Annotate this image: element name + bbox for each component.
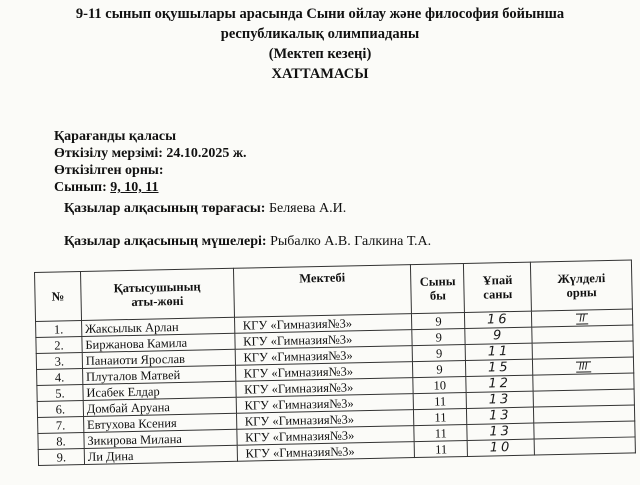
col-header-name (80, 268, 234, 320)
row-score: 16 (465, 311, 532, 328)
jury-members-label: Қазылар алқасының мүшелері: (64, 234, 267, 249)
jury-chair-value: Беляева А.И. (268, 201, 347, 216)
row-score: 11 (465, 343, 532, 360)
venue-line: Өткізілген орны: (54, 163, 164, 178)
row-name: Жаксылык Арлан (81, 317, 234, 336)
grade-value: 9, 10, 11 (110, 180, 159, 195)
jury-chair-label: Қазылар алқасының төрағасы: (64, 201, 266, 216)
place-mark: III (576, 361, 591, 372)
row-grade: 11 (414, 424, 467, 441)
event-info (54, 128, 247, 196)
row-score: 13 (467, 407, 534, 424)
col-header-grade-line1: Сыны (419, 274, 456, 289)
document-header (0, 4, 640, 84)
row-name: Ли Дина (84, 445, 237, 464)
header-line-2: республикалық олимпиаданы (220, 26, 420, 42)
row-num: 4. (37, 369, 83, 386)
jury-members-line (64, 234, 431, 250)
row-score: 13 (466, 391, 533, 408)
col-header-place-line1: Жүлделі (557, 271, 606, 287)
row-name: Плуталов Матвей (82, 365, 235, 384)
header-line-3: (Мектеп кезеңі) (268, 46, 372, 62)
row-num: 3. (36, 353, 82, 370)
row-place (534, 437, 635, 455)
row-name: Евтухова Ксения (83, 413, 236, 432)
row-grade: 9 (412, 328, 465, 345)
row-num: 8. (38, 432, 84, 449)
row-name: Панаиоти Ярослав (82, 349, 235, 368)
row-score: 10 (467, 439, 534, 456)
date-line: Өткізілу мерзімі: 24.10.2025 ж. (54, 146, 247, 161)
row-grade: 9 (413, 344, 466, 361)
row-name: Биржанова Камила (82, 333, 235, 352)
col-header-name-line1: Қатысушының (113, 279, 201, 296)
results-table-wrapper (34, 259, 636, 465)
row-school: КГУ «Гимназия№3» (235, 362, 413, 382)
col-header-name-line2: аты-жөні (131, 293, 184, 309)
jury-members-value: Рыбалко А.В. Галкина Т.А. (270, 234, 432, 249)
row-num: 6. (37, 401, 83, 418)
col-header-place-line2: орны (566, 285, 597, 300)
row-num: 7. (38, 416, 84, 433)
row-score: 9 (465, 327, 532, 344)
row-num: 5. (37, 385, 83, 402)
row-school: КГУ «Гимназия№3» (236, 410, 414, 430)
grade-line (54, 179, 247, 196)
row-school: КГУ «Гимназия№3» (236, 426, 414, 446)
row-school: КГУ «Гимназия№3» (235, 346, 413, 366)
row-grade: 11 (414, 408, 467, 425)
row-name: Домбай Аруана (83, 397, 236, 416)
row-grade: 9 (412, 312, 465, 329)
col-header-grade (411, 263, 465, 313)
col-header-school: Мектебі (233, 265, 412, 318)
results-table (34, 259, 636, 465)
row-school: КГУ «Гимназия№3» (234, 330, 412, 350)
row-score: 13 (467, 423, 534, 440)
grade-label: Сынып: (54, 180, 107, 195)
header-line-1: 9-11 сынып оқушылары арасында Сыни ойлау және философия бойынша (75, 6, 565, 22)
city-line: Қарағанды қаласы (54, 129, 177, 144)
row-grade: 9 (413, 360, 466, 377)
row-school: КГУ «Гимназия№3» (235, 378, 413, 398)
row-score: 12 (466, 375, 533, 392)
place-mark: II (576, 313, 588, 324)
row-num: 1. (36, 321, 82, 338)
col-header-grade-line2: бы (429, 288, 447, 303)
col-header-place (531, 260, 633, 311)
row-num: 9. (38, 448, 84, 465)
row-name: Исабек Елдар (83, 381, 236, 400)
row-num: 2. (36, 337, 82, 354)
row-school: КГУ «Гимназия№3» (236, 394, 414, 414)
row-school: КГУ «Гимназия№3» (237, 442, 415, 462)
row-school: КГУ «Гимназия№3» (234, 314, 412, 334)
header-title: ХАТТАМАСЫ (271, 66, 369, 82)
row-grade: 10 (413, 376, 466, 393)
col-header-score (464, 262, 532, 312)
jury-chair-line (64, 201, 346, 217)
col-header-num: № (35, 272, 82, 322)
col-header-score-line1: Ұпай (482, 272, 513, 288)
row-grade: 11 (414, 392, 467, 409)
row-grade: 11 (415, 440, 468, 457)
row-score: 15 (466, 359, 533, 376)
row-name: Зикирова Милана (84, 429, 237, 448)
col-header-score-line2: саны (483, 286, 513, 302)
